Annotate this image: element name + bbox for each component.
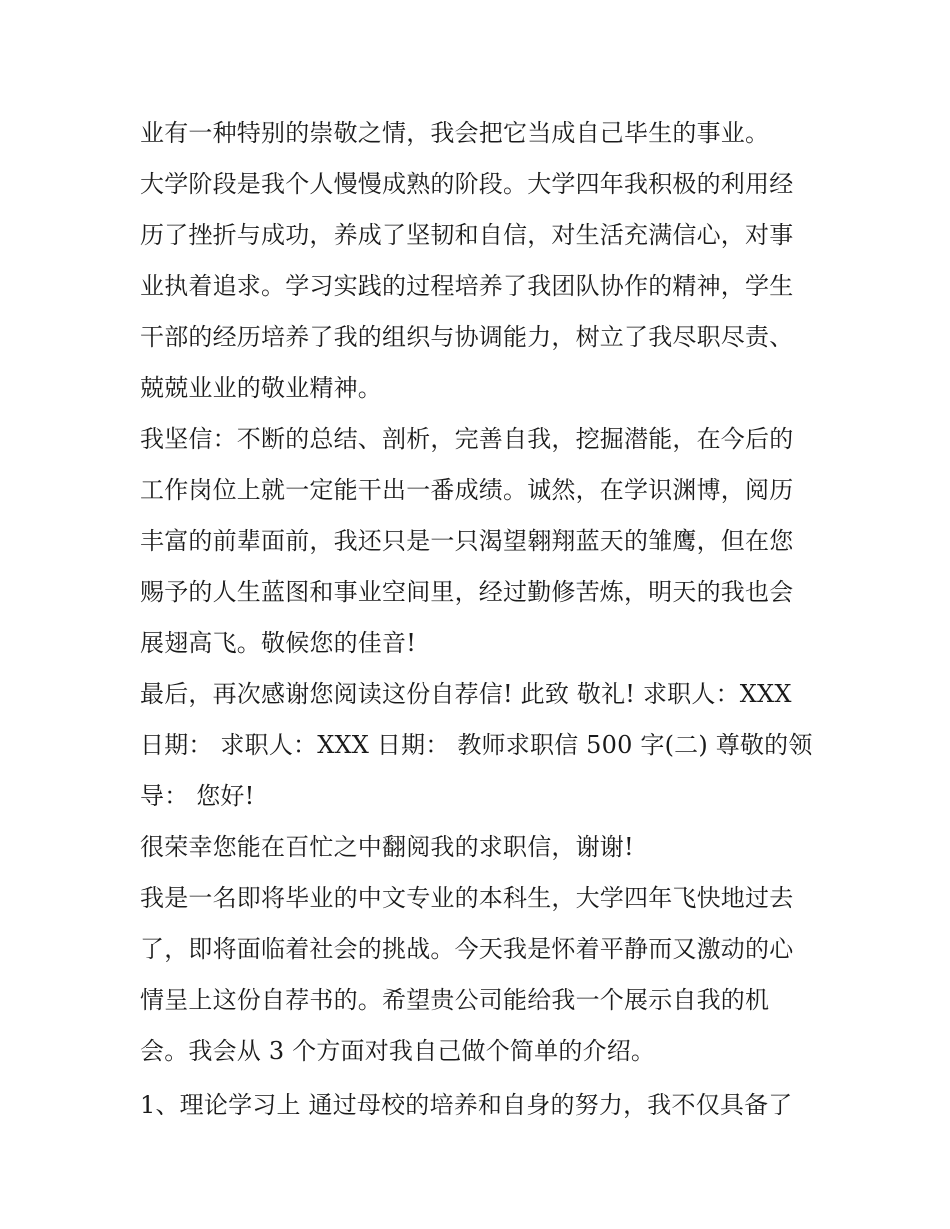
text-line: 赐予的人生蓝图和事业空间里，经过勤修苦炼，明天的我也会 bbox=[140, 578, 794, 606]
text-line: 情呈上这份自荐书的。希望贵公司能给我一个展示自我的机 bbox=[140, 986, 770, 1014]
text-line: 会。我会从 3 个方面对我自己做个简单的介绍。 bbox=[140, 1037, 656, 1065]
text-line: 展翅高飞。敬候您的佳音! bbox=[140, 629, 417, 657]
text-line: 丰富的前辈面前，我还只是一只渴望翱翔蓝天的雏鹰，但在您 bbox=[140, 527, 794, 555]
text-line: 日期： 求职人：XXX 日期： 教师求职信 500 字(二) 尊敬的领 bbox=[140, 731, 813, 759]
text-line: 大学阶段是我个人慢慢成熟的阶段。大学四年我积极的利用经 bbox=[140, 170, 794, 198]
text-line: 1、理论学习上 通过母校的培养和自身的努力，我不仅具备了 bbox=[140, 1091, 793, 1119]
text-line: 最后，再次感谢您阅读这份自荐信! 此致 敬礼! 求职人：XXX bbox=[140, 680, 792, 708]
text-line: 业执着追求。学习实践的过程培养了我团队协作的精神，学生 bbox=[140, 272, 794, 300]
text-line: 工作岗位上就一定能干出一番成绩。诚然，在学识渊博，阅历 bbox=[140, 476, 794, 504]
text-line: 我是一名即将毕业的中文专业的本科生，大学四年飞快地过去 bbox=[140, 884, 794, 912]
text-line: 历了挫折与成功，养成了坚韧和自信，对生活充满信心，对事 bbox=[140, 221, 794, 249]
text-line: 导： 您好! bbox=[140, 782, 255, 810]
text-line: 业有一种特别的崇敬之情，我会把它当成自己毕生的事业。 bbox=[140, 119, 770, 147]
text-line: 很荣幸您能在百忙之中翻阅我的求职信，谢谢! bbox=[140, 833, 634, 861]
text-line: 兢兢业业的敬业精神。 bbox=[140, 374, 382, 402]
document-body bbox=[140, 108, 820, 1131]
text-line: 了，即将面临着社会的挑战。今天我是怀着平静而又激动的心 bbox=[140, 935, 794, 963]
text-line: 干部的经历培养了我的组织与协调能力，树立了我尽职尽责、 bbox=[140, 323, 794, 351]
text-line: 我坚信：不断的总结、剖析，完善自我，挖掘潜能，在今后的 bbox=[140, 425, 794, 453]
